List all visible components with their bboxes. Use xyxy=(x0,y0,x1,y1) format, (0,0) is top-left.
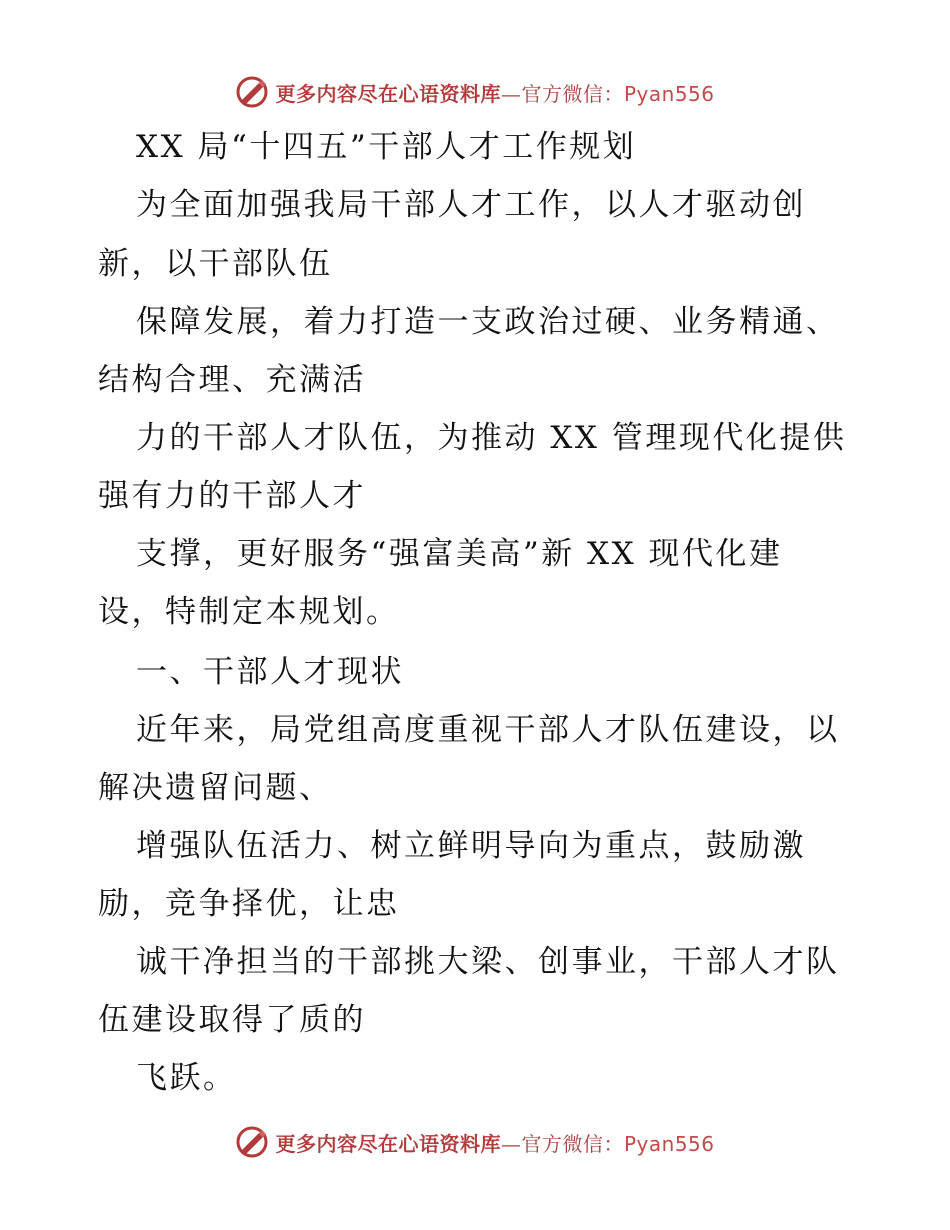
text-line: 力的干部人才队伍，为推动 XX 管理现代化提供 xyxy=(136,420,847,456)
watermark-dash: — xyxy=(500,81,522,106)
watermark-text xyxy=(275,78,714,107)
text-line: 强有力的干部人才 xyxy=(98,478,366,514)
text-line: 励，竞争择优，让忠 xyxy=(98,886,400,922)
text-line: 为全面加强我局干部人才工作，以人才驱动创 xyxy=(136,187,806,223)
text-line: 支撑，更好服务“强富美高”新 XX 现代化建 xyxy=(136,536,783,572)
watermark-label: 官方微信： xyxy=(521,1131,624,1156)
text-line: 诚干净担当的干部挑大梁、创事业，干部人才队 xyxy=(136,944,840,980)
text-line: 保障发展，着力打造一支政治过硬、业务精通、 xyxy=(136,304,840,340)
text-line: 增强队伍活力、树立鲜明导向为重点，鼓励激 xyxy=(136,828,806,864)
watermark-label: 官方微信： xyxy=(521,81,624,106)
pen-logo-icon xyxy=(235,1125,269,1159)
watermark-footer xyxy=(0,1122,950,1162)
pen-logo-icon xyxy=(235,75,269,109)
watermark-text xyxy=(275,1128,714,1157)
text-line: 结构合理、充满活 xyxy=(98,362,366,398)
watermark-dash: — xyxy=(500,1131,522,1156)
watermark-title: 更多内容尽在心语资料库 xyxy=(275,1131,501,1156)
watermark-header xyxy=(0,72,950,112)
text-line: 飞跃。 xyxy=(136,1060,237,1096)
text-line: 新，以干部队伍 xyxy=(98,246,333,282)
document-title: XX 局“十四五”干部人才工作规划 xyxy=(136,129,637,165)
text-line: 伍建设取得了质的 xyxy=(98,1002,366,1038)
watermark-title: 更多内容尽在心语资料库 xyxy=(275,81,501,106)
watermark-id: Pyan556 xyxy=(623,81,715,106)
text-line: 设，特制定本规划。 xyxy=(98,594,400,630)
text-line: 近年来，局党组高度重视干部人才队伍建设，以 xyxy=(136,712,840,748)
text-line: 解决遗留问题、 xyxy=(98,770,333,806)
section-heading: 一、干部人才现状 xyxy=(136,654,404,690)
watermark-id: Pyan556 xyxy=(623,1131,715,1156)
